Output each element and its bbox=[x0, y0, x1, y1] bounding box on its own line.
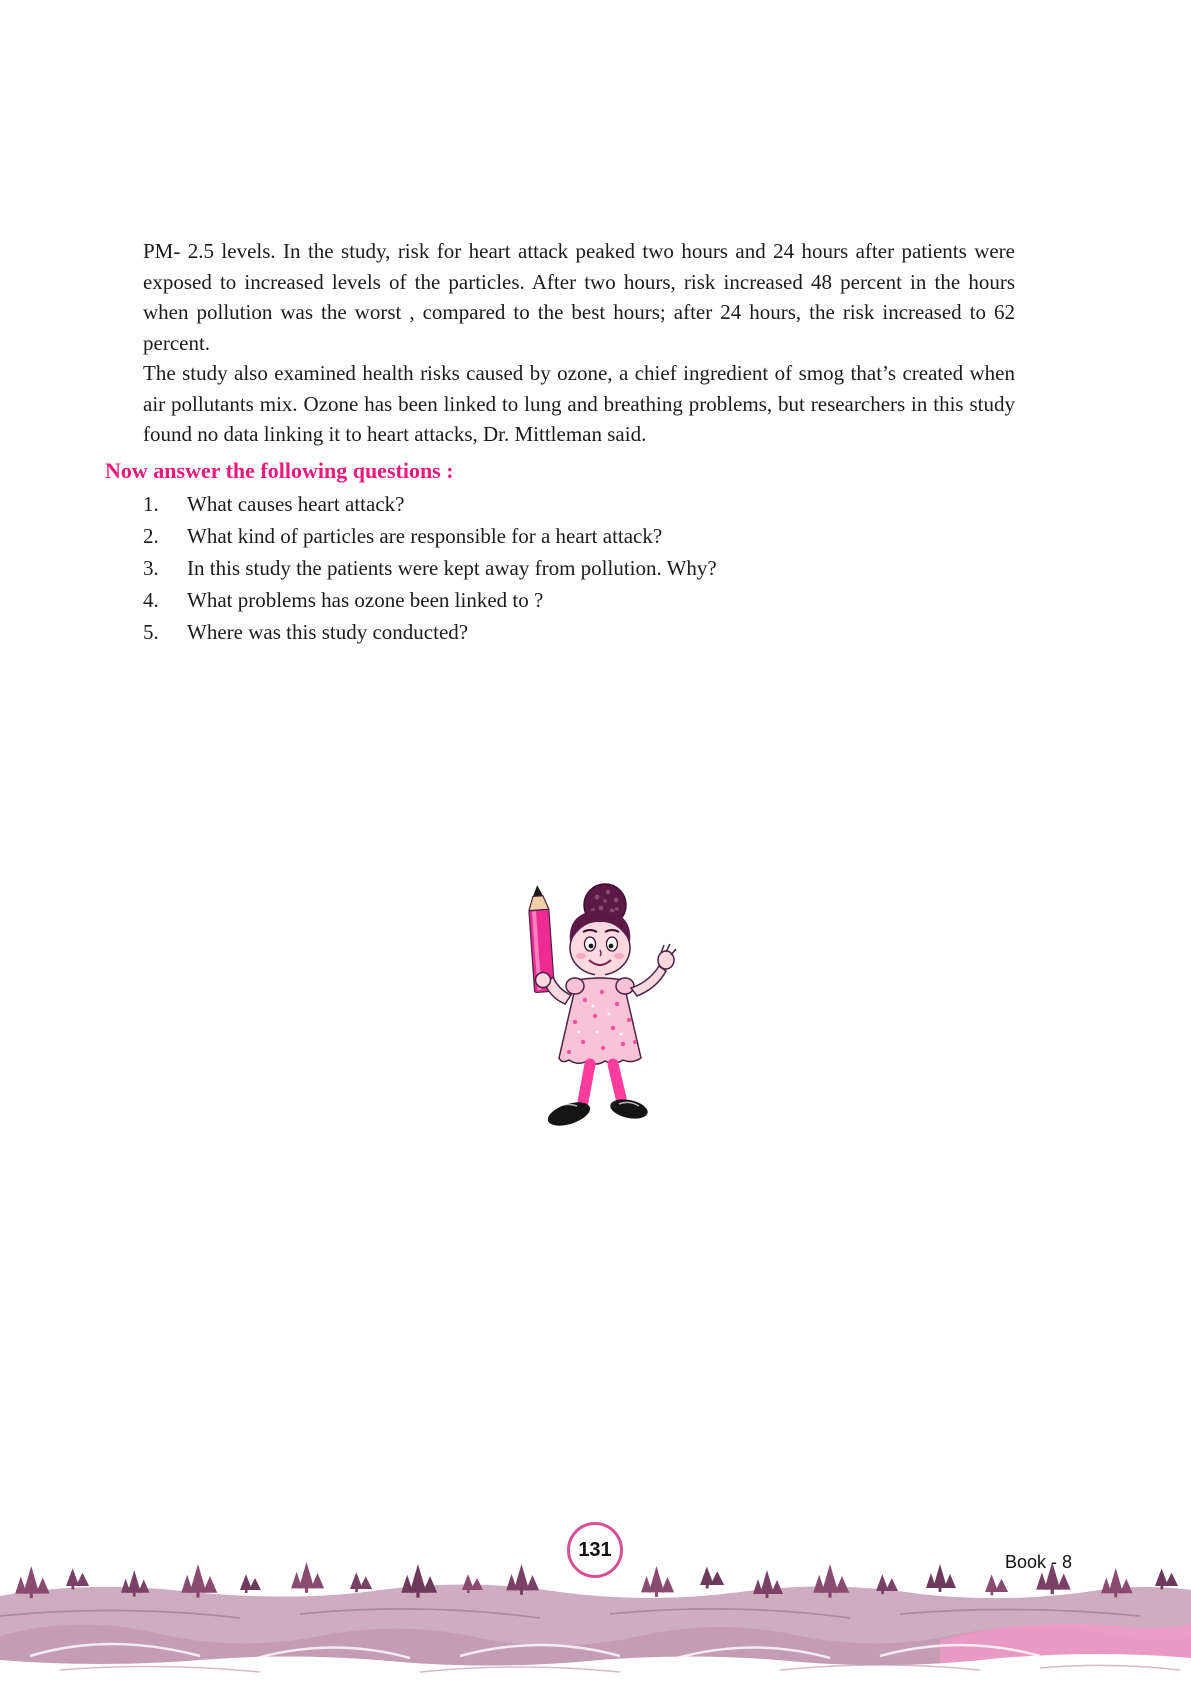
question-item bbox=[143, 617, 1015, 648]
question-item bbox=[143, 489, 1015, 520]
question-number: 1. bbox=[143, 491, 159, 516]
page-content bbox=[105, 236, 1015, 649]
book-label: Book - 8 bbox=[1004, 1552, 1072, 1572]
question-number: 5. bbox=[143, 619, 159, 644]
question-text: What problems has ozone been linked to ? bbox=[187, 587, 544, 612]
girl-with-pencil-art bbox=[505, 880, 700, 1146]
questions-heading: Now answer the following questions : bbox=[105, 457, 454, 483]
question-number: 4. bbox=[143, 587, 159, 612]
question-text: What causes heart attack? bbox=[187, 491, 405, 516]
question-item bbox=[143, 585, 1015, 616]
question-item bbox=[143, 521, 1015, 552]
question-item bbox=[143, 553, 1015, 584]
question-text: Where was this study conducted? bbox=[187, 619, 469, 644]
girl-with-pencil-illustration bbox=[505, 880, 700, 1146]
page-number: 131 bbox=[578, 1538, 612, 1561]
question-text: What kind of particles are responsible for a heart attack? bbox=[187, 523, 663, 548]
page-number-badge bbox=[567, 1522, 623, 1578]
question-number: 3. bbox=[143, 555, 159, 580]
question-text: In this study the patients were kept away from pollution. Why? bbox=[187, 555, 717, 580]
question-number: 2. bbox=[143, 523, 159, 548]
paragraph-1: PM- 2.5 levels. In the study, risk for heart attack peaked two hours and 24 hours after patients were exposed to increased levels of the particles. After two hours, risk increased 48 percent in the hours when pollution was the worst , compared to the best hours; after 24 hours, the risk increased to 62 percent. bbox=[143, 239, 1015, 355]
questions-list bbox=[143, 489, 1015, 648]
paragraph-2: The study also examined health risks caused by ozone, a chief ingredient of smog that’s created when air pollutants mix. Ozone has been linked to lung and breathing problems, but researchers in this study found no data linking it to heart attacks, Dr. Mittleman said. bbox=[143, 361, 1015, 446]
